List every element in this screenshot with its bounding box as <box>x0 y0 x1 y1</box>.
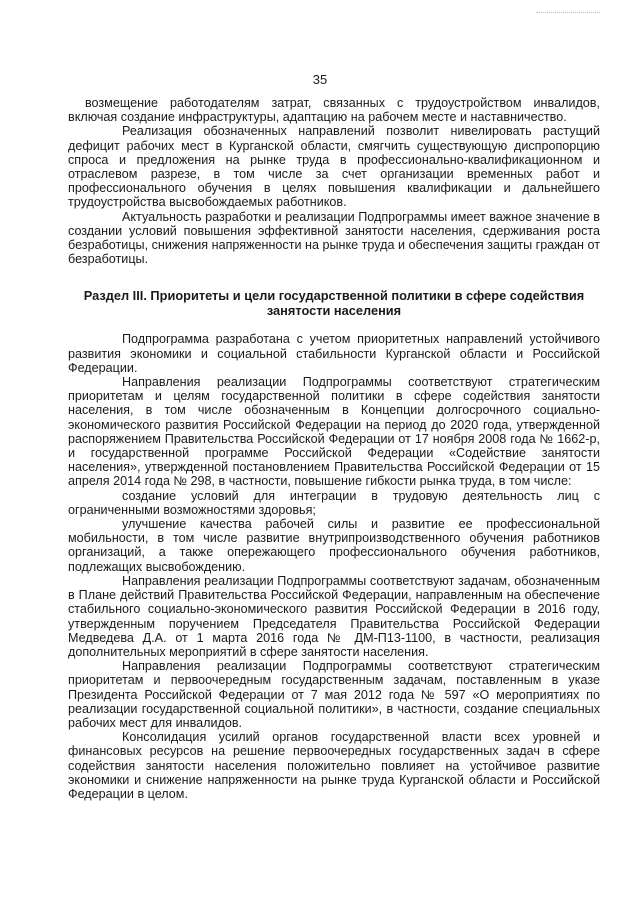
document-body <box>68 96 600 801</box>
list-item: улучшение качества рабочей силы и развитие ее профессиональной мобильности, в том числе развитие внутрипроизводственного обучения работников организаций, а также опережающего профессионального обучения работников, подлежащих высвобождению. <box>68 517 600 574</box>
list-item: создание условий для интеграции в трудовую деятельность лиц с ограниченными возможностями здоровья; <box>68 488 600 517</box>
paragraph: Консолидация усилий органов государственной власти всех уровней и финансовых ресурсов на решение первоочередных государственных задач в сфере содействия занятости населения положительно повлияет на устойчивое развитие экономики и снижение напряженности на рынке труда Курганской области и Российской Федерации в целом. <box>68 730 600 801</box>
paragraph: Подпрограмма разработана с учетом приоритетных направлений устойчивого развития экономики и социальной стабильности Курганской области и Российской Федерации. <box>68 332 600 375</box>
paragraph: Направления реализации Подпрограммы соответствуют стратегическим приоритетам и первоочередным государственным задачам, поставленным в указе Президента Российской Федерации от 7 мая 2012 года № 597 «О мероприятиях по реализации государственной социальной политики», в частности, создание специальных рабочих мест для инвалидов. <box>68 659 600 730</box>
scan-corner-mark <box>536 12 600 14</box>
paragraph: Реализация обозначенных направлений позволит нивелировать растущий дефицит рабочих мест в Курганской области, смягчить существующую диспропорцию спроса и предложения на рынке труда в профессионально-квалификационном и отраслевом разрезе, в том числе за счет организации временных работ и профессионального обучения в целях повышения квалификации и дальнейшего трудоустройства высвобождаемых работников. <box>68 124 600 210</box>
paragraph: Актуальность разработки и реализации Подпрограммы имеет важное значение в создании условий повышения эффективной занятости населения, сдерживания роста безработицы, снижения напряженности на рынке труда и обеспечения защиты граждан от безработицы. <box>68 209 601 267</box>
paragraph: возмещение работодателям затрат, связанных с трудоустройством инвалидов, включая создание инфраструктуры, адаптацию на рабочем месте и наставничество. <box>68 96 600 125</box>
paragraph: Направления реализации Подпрограммы соответствуют задачам, обозначенным в Плане действий Правительства Российской Федерации, направленным на обеспечение стабильного социально-экономического развития Российской Федерации в 2016 году, утвержденным поручением Председателя Правительства Российской Федерации Медведева Д.А. от 1 марта 2016 года № ДМ-П13-1100, в частности, реализация дополнительных мероприятий в сфере занятости населения. <box>68 573 600 659</box>
section-heading: Раздел III. Приоритеты и цели государственной политики в сфере содействия занятости населения <box>83 288 585 319</box>
page-number: 35 <box>312 72 328 87</box>
paragraph: Направления реализации Подпрограммы соответствуют стратегическим приоритетам и целям государственной политики в сфере содействия занятости населения, в том числе обозначенным в Концепции долгосрочного социально-экономического развития Российской Федерации на период до 2020 года, утвержденной распоряжением Правительства Российской Федерации от 17 ноября 2008 года № 1662-р, и государственной программе Российской Федерации «Содействие занятости населения», утвержденной постановлением Правительства Российской Федерации от 15 апреля 2014 года № 298, в частности, повышение гибкости рынка труда, в том числе: <box>68 375 600 489</box>
